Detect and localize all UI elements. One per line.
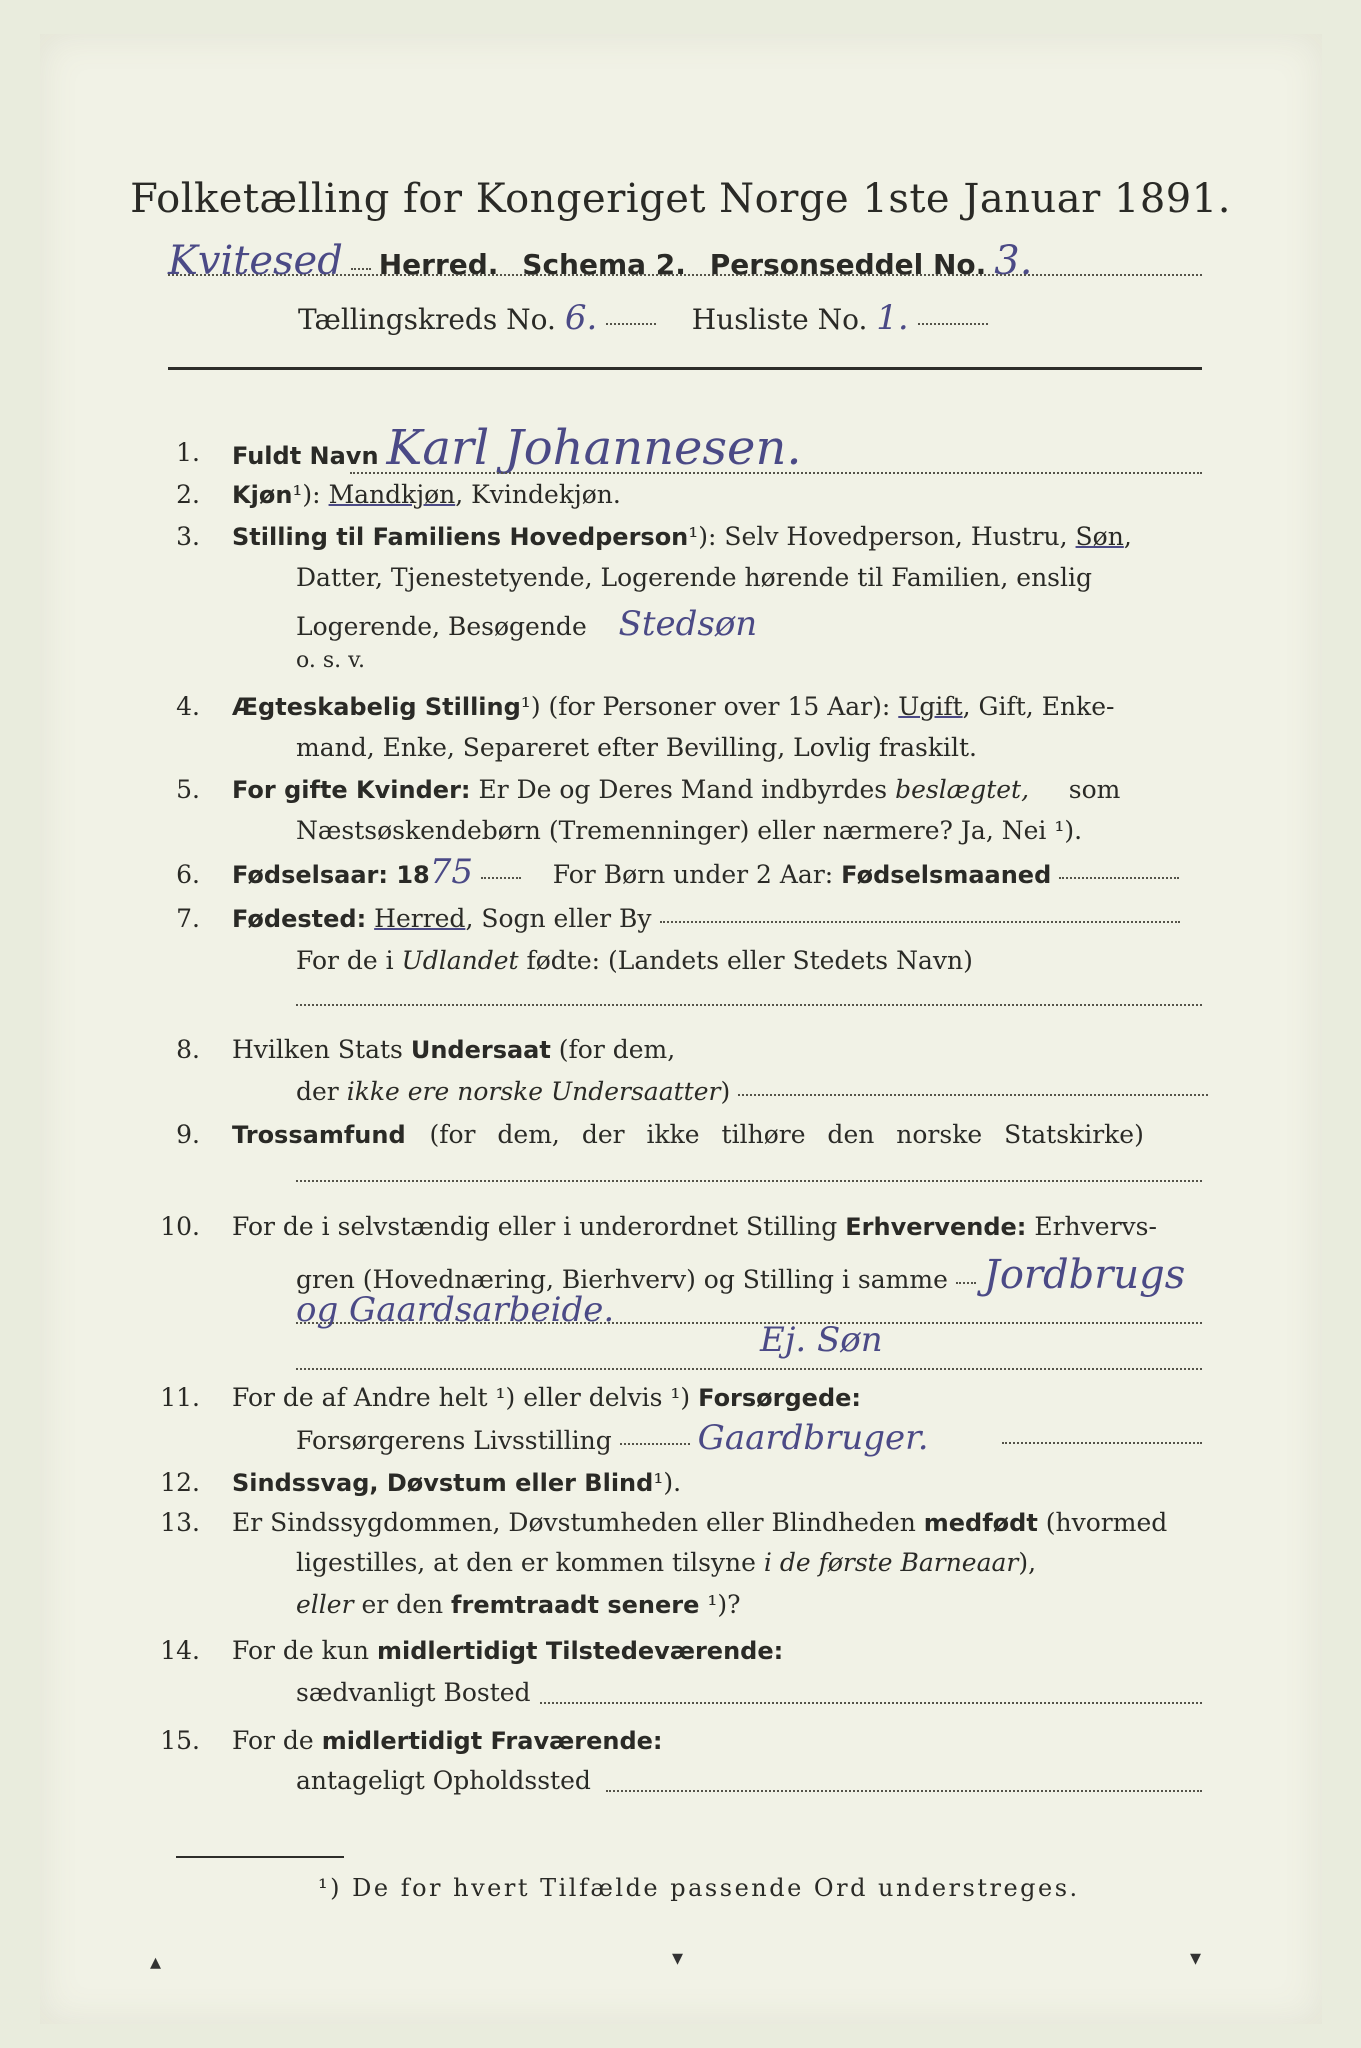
q14-l2: sædvanligt Bosted: [296, 1678, 531, 1707]
q7-number: 7.: [176, 904, 200, 933]
q1-label: Fuldt Navn: [232, 442, 379, 470]
q15-l2: antageligt Opholdssted: [296, 1766, 591, 1795]
q13-eller: eller: [296, 1590, 354, 1619]
personseddel-value: 3.: [994, 238, 1033, 284]
q9-number: 9.: [176, 1120, 200, 1149]
q11-l2: Forsørgerens Livsstilling: [296, 1426, 612, 1455]
q10-number: 10.: [160, 1212, 200, 1241]
q7-herred: Herred: [374, 904, 466, 933]
q2-number: 2.: [176, 480, 200, 509]
q8-l1a: Hvilken Stats: [232, 1035, 403, 1064]
personseddel-label: Personseddel No.: [709, 248, 987, 281]
q14-bold: midlertidigt Tilstedeværende:: [376, 1637, 784, 1665]
corner-mark-center: ▾: [672, 1946, 684, 1971]
kreds-line: [298, 298, 988, 338]
q8-undersaat: Undersaat: [410, 1036, 551, 1064]
q11-forsorgede: Forsørgede:: [698, 1384, 862, 1412]
q11-value: Gaardbruger.: [697, 1418, 929, 1458]
q3-line-2: Datter, Tjenestetyende, Logerende hørende til Familien, enslig: [296, 563, 1093, 592]
q10-erhvervende: Erhvervende:: [845, 1213, 1027, 1241]
herred-line: [168, 238, 1032, 284]
q4-line-2: mand, Enke, Separeret efter Bevilling, Lovlig fraskilt.: [296, 733, 977, 762]
q6-rest: For Børn under 2 Aar:: [552, 860, 834, 889]
q13-number: 13.: [160, 1508, 200, 1537]
husliste-label: Husliste No.: [691, 303, 868, 336]
q5-line-2: Næstsøskendebørn (Tremenninger) eller nærmere? Ja, Nei ¹).: [296, 816, 1083, 845]
q15-l1: For de: [232, 1726, 314, 1755]
q3-l3: Logerende, Besøgende: [296, 612, 587, 641]
q10-l1-end: Erhvervs-: [1034, 1212, 1157, 1241]
q8-l2a: der: [296, 1077, 339, 1106]
q1-line: [232, 420, 802, 476]
q12-line: [232, 1468, 681, 1497]
footnote: ¹) De for hvert Tilfælde passende Ord understreges.: [318, 1874, 1080, 1902]
q14-number: 14.: [160, 1636, 200, 1665]
q12-label: Sindssvag, Døvstum eller Blind: [232, 1469, 654, 1497]
q7-l2b: fødte: (Landets eller Stedets Navn): [526, 946, 973, 975]
q10-line-1: [232, 1212, 1157, 1241]
herred-label: Herred.: [378, 248, 499, 281]
q4-number: 4.: [176, 692, 200, 721]
q4-rest: ¹) (for Personer over 15 Aar):: [520, 692, 891, 721]
q2-rest: , Kvindekjøn.: [455, 480, 621, 509]
q4-label: Ægteskabelig Stilling: [232, 693, 521, 721]
q13-line-2: [296, 1548, 1036, 1577]
kreds-value: 6.: [564, 298, 598, 338]
q3-number: 3.: [176, 522, 200, 551]
q13-l3a: er den: [361, 1590, 444, 1619]
q3-line-4: o. s. v.: [296, 648, 365, 673]
q7-l2a: For de i: [296, 946, 394, 975]
q10-l1: For de i selvstændig eller i underordnet Stilling: [232, 1212, 838, 1241]
q9-label: Trossamfund: [232, 1121, 406, 1149]
q13-l2-end: ),: [1018, 1548, 1037, 1577]
q1-number: 1.: [176, 438, 200, 467]
husliste-value: 1.: [876, 298, 909, 338]
q13-italic: i de første Barneaar: [763, 1548, 1019, 1577]
q13-fremtraadt: fremtraadt senere: [451, 1591, 700, 1619]
q10-value-3: Ej. Søn: [760, 1320, 883, 1360]
q5-end: som: [1068, 775, 1121, 804]
q7-line-1: [232, 904, 1180, 933]
q3-comma: ,: [1123, 522, 1132, 551]
q14-line-1: [232, 1636, 783, 1665]
q5-label: For gifte Kvinder:: [232, 776, 471, 804]
q14-l1: For de kun: [232, 1636, 370, 1665]
form-title: Folketælling for Kongeriget Norge 1ste Januar 1891.: [130, 176, 1231, 222]
q13-medfodt: medfødt: [923, 1509, 1038, 1537]
q15-line-1: [232, 1726, 663, 1755]
q8-number: 8.: [176, 1035, 200, 1064]
q4-line-1: [232, 692, 1114, 721]
q2-line: [232, 480, 621, 509]
q8-l2c: ): [720, 1077, 731, 1106]
q13-line-3: [296, 1590, 741, 1619]
q5-number: 5.: [176, 775, 200, 804]
q11-line-2: [296, 1418, 929, 1458]
q2-sup: ¹):: [292, 480, 321, 509]
q1-value: Karl Johannesen.: [386, 420, 802, 476]
q2-mandkjon: Mandkjøn: [328, 480, 456, 509]
q6-number: 6.: [176, 860, 200, 889]
q2-label: Kjøn: [232, 481, 293, 509]
q10-value-2: og Gaardsarbeide.: [296, 1290, 615, 1330]
schema-label: Schema 2.: [522, 248, 686, 281]
q3-line-1: [232, 522, 1132, 551]
q7-rest: , Sogn eller By: [465, 904, 652, 933]
corner-mark-right: ▾: [1190, 1946, 1202, 1971]
q14-line-2: [296, 1678, 531, 1707]
q7-label: Fødested:: [232, 905, 367, 933]
q8-l1c: (for dem,: [558, 1035, 676, 1064]
q13-l1-end: (hvormed: [1045, 1508, 1168, 1537]
q5-line-1: [232, 775, 1120, 804]
q10-l2: gren (Hovednæring, Bierhverv) og Stilling i samme: [296, 1265, 948, 1294]
q12-number: 12.: [160, 1468, 200, 1497]
q12-sup: ¹).: [653, 1468, 682, 1497]
q6-line: [232, 852, 1179, 892]
herred-value: Kvitesed: [168, 238, 343, 284]
q4-ugift: Ugift: [898, 692, 963, 721]
footnote-rule: [176, 1856, 344, 1858]
q8-italic: ikke ere norske Undersaatter: [346, 1077, 721, 1106]
q3-son: Søn: [1075, 522, 1124, 551]
header-rule: [168, 367, 1202, 370]
q13-l2a: ligestilles, at den er kommen tilsyne: [296, 1548, 756, 1577]
q13-l1: Er Sindssygdommen, Døvstumheden eller Blindheden: [232, 1508, 916, 1537]
q5-italic: beslægtet,: [895, 775, 1030, 804]
q3-rest: ¹): Selv Hovedperson, Hustru,: [688, 522, 1068, 551]
q8-line-1: [232, 1035, 675, 1064]
q5-rest: Er De og Deres Mand indbyrdes: [478, 775, 888, 804]
q15-bold: midlertidigt Fraværende:: [321, 1727, 663, 1755]
q10-line-4: [760, 1320, 883, 1360]
q13-l3-end: ¹)?: [707, 1590, 741, 1619]
q11-number: 11.: [160, 1383, 200, 1412]
q4-end: , Gift, Enke-: [962, 692, 1115, 721]
q7-udlandet: Udlandet: [401, 946, 519, 975]
q15-number: 15.: [160, 1726, 200, 1755]
q8-line-2: [296, 1077, 1208, 1106]
q6-label: Fødselsaar: 18: [232, 861, 430, 889]
q3-label: Stilling til Familiens Hovedperson: [232, 523, 689, 551]
q6-rest-bold: Fødselsmaaned: [841, 861, 1052, 889]
q3-value: Stedsøn: [618, 604, 758, 644]
q7-line-2: [296, 946, 973, 975]
corner-mark-left: ▴: [150, 1950, 162, 1975]
q15-line-2: [296, 1766, 591, 1795]
q11-l1: For de af Andre helt ¹) eller delvis ¹): [232, 1383, 691, 1412]
q9-line: [232, 1120, 1144, 1149]
q6-value: 75: [429, 852, 474, 892]
q3-line-3: [296, 604, 757, 644]
q13-line-1: [232, 1508, 1167, 1537]
kreds-label: Tællingskreds No.: [298, 303, 556, 336]
q11-line-1: [232, 1383, 861, 1412]
q10-value-1: Jordbrugs: [983, 1252, 1186, 1298]
q9-rest: (for dem, der ikke tilhøre den norske Statskirke): [429, 1120, 1144, 1149]
q10-line-3: [296, 1290, 614, 1330]
